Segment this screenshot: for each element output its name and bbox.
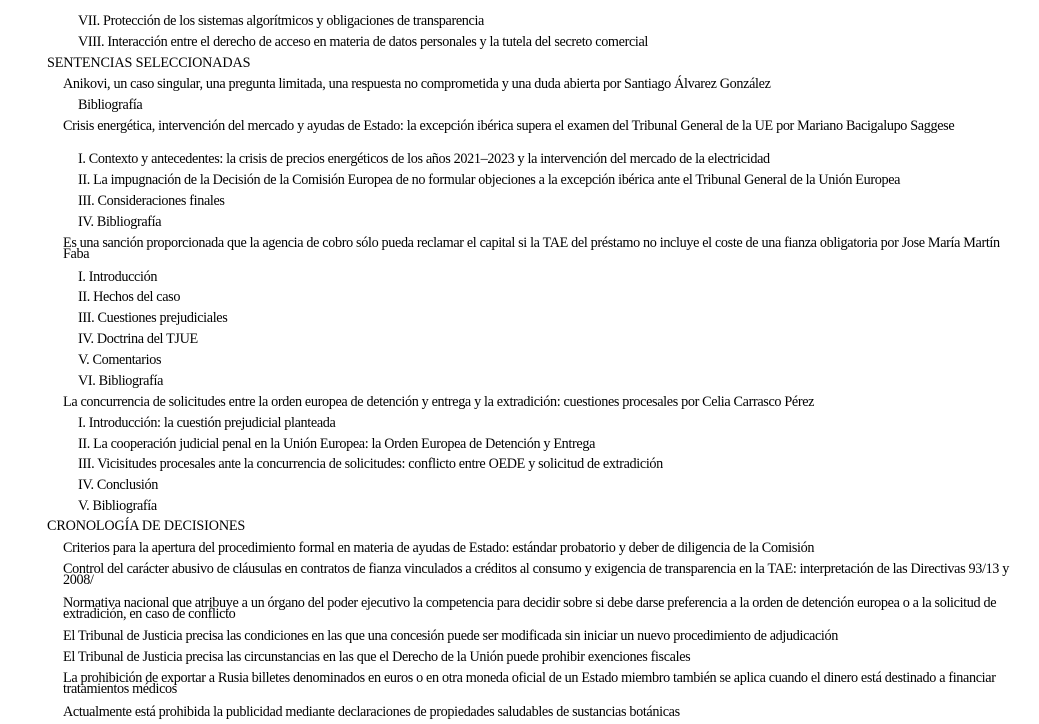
toc-part-heading[interactable]: CRONOLOGÍA DE DECISIONES	[47, 518, 246, 534]
toc-entry-article[interactable]: Crisis energética, intervención del mercado y ayudas de Estado: la excepción ibérica supera el examen del Tribunal General de la UE por Mariano Bacigalupo Saggese	[63, 118, 955, 134]
toc-entry-section[interactable]: VIII. Interacción entre el derecho de acceso en materia de datos personales y la tutela del secreto comercial	[78, 34, 649, 50]
toc-entry-section[interactable]: V. Bibliografía	[78, 498, 157, 514]
toc-entry-article[interactable]: Es una sanción proporcionada que la agencia de cobro sólo pueda reclamar el capital si la TAE del préstamo no incluye el coste de una fianza obligatoria por Jose María Martín Faba	[63, 235, 1000, 262]
toc-entry-section[interactable]: IV. Bibliografía	[78, 214, 162, 230]
toc-entry-section[interactable]: II. La cooperación judicial penal en la Unión Europea: la Orden Europea de Detención y Entrega	[78, 436, 596, 452]
toc-entry-section[interactable]: I. Contexto y antecedentes: la crisis de precios energéticos de los años 2021–2023 y la intervención del mercado de la electricidad	[78, 151, 770, 167]
toc-entry-article[interactable]: Actualmente está prohibida la publicidad mediante declaraciones de propiedades saludables de sustancias botánicas	[63, 704, 680, 720]
toc-entry-article[interactable]: La prohibición de exportar a Rusia billetes denominados en euros o en otra moneda oficial de un Estado miembro también se aplica cuando el dinero está destinado a financiar tratamientos médicos	[63, 670, 996, 697]
toc-entry-section[interactable]: III. Cuestiones prejudiciales	[78, 310, 228, 326]
toc-entry-article[interactable]: La concurrencia de solicitudes entre la orden europea de detención y entrega y la extradición: cuestiones procesales por Celia Carrasco Pérez	[63, 394, 815, 410]
toc-entry-section[interactable]: Bibliografía	[78, 97, 143, 113]
toc-entry-section[interactable]: VII. Protección de los sistemas algorítmicos y obligaciones de transparencia	[78, 13, 484, 29]
toc-entry-section[interactable]: II. Hechos del caso	[78, 289, 181, 305]
toc-entry-section[interactable]: V. Comentarios	[78, 352, 162, 368]
toc-entry-section[interactable]: II. La impugnación de la Decisión de la Comisión Europea de no formular objeciones a la excepción ibérica ante el Tribunal General de la Unión Europea	[78, 172, 901, 188]
toc-entry-article[interactable]: Control del carácter abusivo de cláusulas en contratos de fianza vinculados a créditos al consumo y exigencia de transparencia en la TAE: interpretación de las Directivas 93/13 y 2008/	[63, 561, 1009, 588]
toc-entry-section[interactable]: III. Consideraciones finales	[78, 193, 225, 209]
toc-entry-article[interactable]: El Tribunal de Justicia precisa las condiciones en las que una concesión puede ser modificada sin iniciar un nuevo procedimiento de adjudicación	[63, 628, 838, 644]
toc-entry-section[interactable]: IV. Doctrina del TJUE	[78, 331, 198, 347]
toc-entry-article[interactable]: El Tribunal de Justicia precisa las circunstancias en las que el Derecho de la Unión puede prohibir exenciones fiscales	[63, 649, 691, 665]
toc-entry-article[interactable]: Anikovi, un caso singular, una pregunta limitada, una respuesta no comprometida y una duda abierta por Santiago Álvarez González	[63, 76, 771, 92]
toc-entry-article[interactable]: Criterios para la apertura del procedimiento formal en materia de ayudas de Estado: estándar probatorio y deber de diligencia de la Comisión	[63, 540, 815, 556]
toc-entry-section[interactable]: I. Introducción: la cuestión prejudicial planteada	[78, 415, 336, 431]
toc-entry-section[interactable]: I. Introducción	[78, 269, 158, 285]
toc-entry-section[interactable]: VI. Bibliografía	[78, 373, 164, 389]
toc-entry-section[interactable]: III. Vicisitudes procesales ante la concurrencia de solicitudes: conflicto entre OEDE y solicitud de extradición	[78, 456, 663, 472]
toc-part-heading[interactable]: SENTENCIAS SELECCIONADAS	[47, 55, 251, 71]
toc-entry-article[interactable]: Normativa nacional que atribuye a un órgano del poder ejecutivo la competencia para decidir sobre si debe darse preferencia a la orden de detención europea o a la solicitud de extradición, en caso de conflicto	[63, 595, 997, 622]
toc-entry-section[interactable]: IV. Conclusión	[78, 477, 158, 493]
